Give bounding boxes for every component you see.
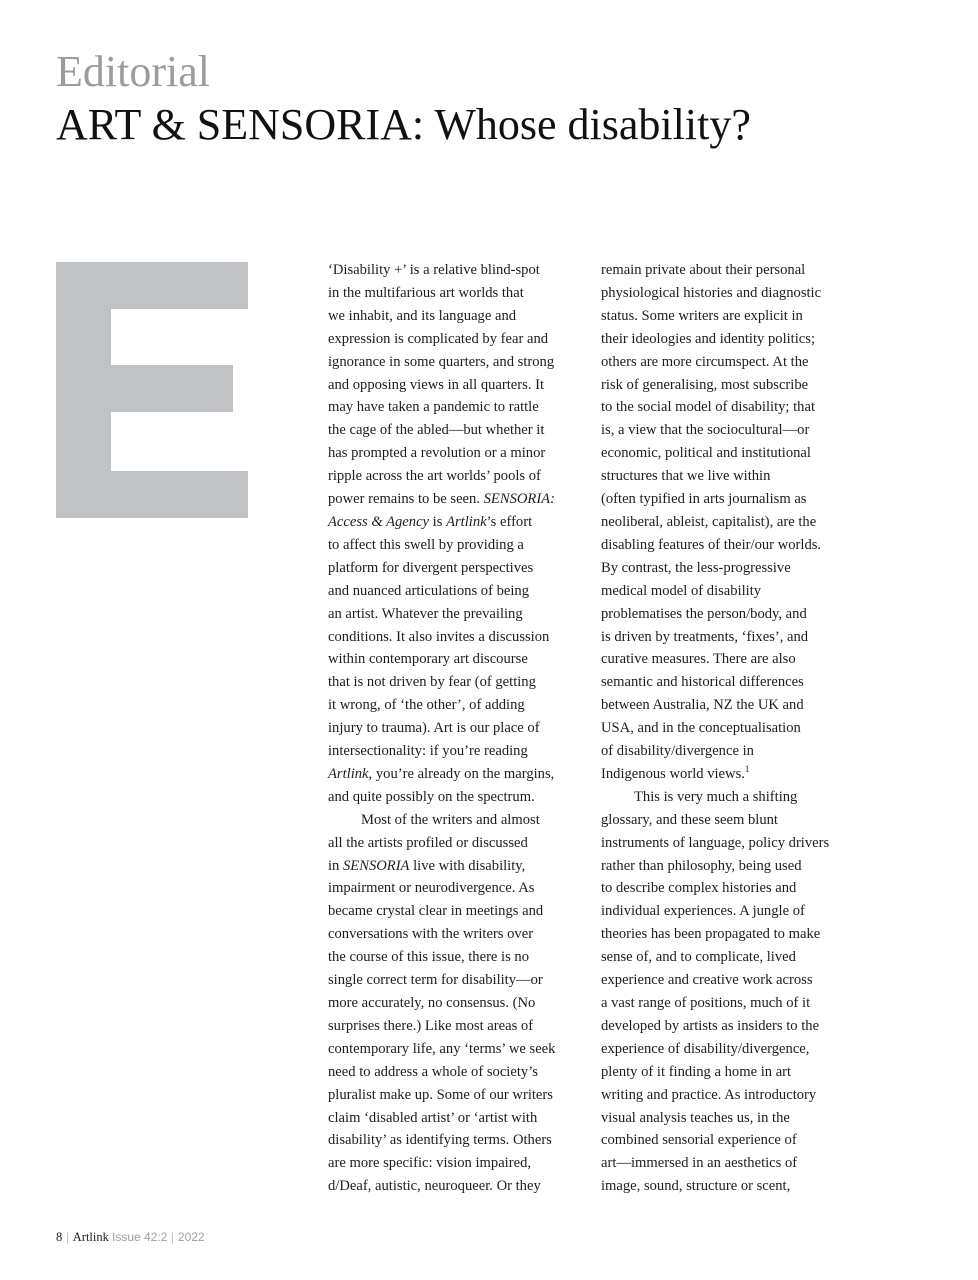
text-line: that is not driven by fear (of getting — [328, 674, 536, 691]
magazine-name-italic: Artlink — [328, 765, 369, 782]
text-line: semantic and historical differences — [601, 674, 804, 691]
section-label: Editorial — [56, 47, 210, 96]
text-line: are more specific: vision impaired, — [328, 1155, 532, 1172]
drop-cap-e — [56, 262, 248, 518]
text-line: economic, political and institutional — [601, 445, 811, 462]
text-run: power remains to be seen. — [328, 491, 484, 508]
text-line: experience and creative work across — [601, 972, 813, 989]
text-line: plenty of it finding a home in art — [601, 1063, 792, 1080]
text-line: medical model of disability — [601, 582, 762, 599]
text-line: risk of generalising, most subscribe — [601, 376, 809, 393]
page-footer — [56, 1230, 205, 1245]
text-run: is — [429, 513, 447, 530]
text-line: within contemporary art discourse — [328, 651, 528, 668]
text-line: a vast range of positions, much of it — [601, 995, 811, 1011]
text-line: disabling features of their/our worlds. — [601, 536, 822, 553]
text-line — [601, 763, 863, 786]
text-line: their ideologies and identity politics; — [601, 330, 816, 347]
text-run: ’s effort — [486, 513, 533, 530]
text-line — [328, 511, 590, 534]
text-line — [328, 488, 590, 511]
publication-title-italic: SENSORIA — [343, 857, 410, 874]
text-line: has prompted a revolution or a minor — [328, 445, 546, 462]
text-line: the cage of the abled—but whether it — [328, 422, 545, 439]
text-line: curative measures. There are also — [601, 651, 796, 668]
text-line: it wrong, of ‘the other’, of adding — [328, 697, 525, 714]
footnote-marker[interactable]: 1 — [744, 764, 750, 775]
text-line: individual experiences. A jungle of — [601, 903, 805, 920]
text-line: contemporary life, any ‘terms’ we seek — [328, 1040, 556, 1057]
text-line: visual analysis teaches us, in the — [601, 1109, 790, 1126]
magazine-name: Artlink — [72, 1230, 109, 1244]
text-line: developed by artists as insiders to the — [601, 1017, 820, 1034]
text-run: Indigenous world views. — [601, 765, 745, 782]
text-line — [328, 763, 590, 786]
text-line: is, a view that the sociocultural—or — [601, 422, 810, 439]
publication-title-italic: SENSORIA: — [483, 491, 555, 508]
text-line: rather than philosophy, being used — [601, 857, 802, 874]
paragraph-start-line: This is very much a shifting — [634, 788, 798, 805]
text-line: ripple across the art worlds’ pools of — [328, 468, 541, 485]
text-line: By contrast, the less-progressive — [601, 559, 791, 576]
text-line: expression is complicated by fear and — [328, 330, 549, 347]
text-line: ignorance in some quarters, and strong — [328, 353, 555, 370]
text-line: and opposing views in all quarters. It — [328, 376, 545, 393]
text-line — [328, 855, 590, 878]
text-line: is driven by treatments, ‘fixes’, and — [601, 628, 809, 645]
text-line: USA, and in the conceptualisation — [601, 720, 801, 737]
text-line: status. Some writers are explicit in — [601, 307, 803, 324]
text-line: theories has been propagated to make — [601, 926, 821, 943]
text-line: to the social model of disability; that — [601, 399, 816, 416]
text-line: remain private about their personal — [601, 262, 806, 278]
footer-divider: | — [171, 1230, 174, 1244]
text-line: need to address a whole of society’s — [328, 1063, 538, 1080]
text-line: experience of disability/divergence, — [601, 1040, 810, 1057]
text-line: surprises there.) Like most areas of — [328, 1017, 534, 1034]
text-line: writing and practice. As introductory — [601, 1086, 817, 1103]
text-line: all the artists profiled or discussed — [328, 834, 528, 851]
text-line: to describe complex histories and — [601, 880, 797, 897]
article-column-1 — [328, 259, 590, 1198]
text-line: ‘Disability +’ is a relative blind-spot — [328, 262, 540, 278]
text-line: pluralist make up. Some of our writers — [328, 1086, 553, 1103]
text-run: live with disability, — [409, 857, 526, 874]
text-line: impairment or neurodivergence. As — [328, 880, 535, 897]
text-line: claim ‘disabled artist’ or ‘artist with — [328, 1109, 538, 1126]
issue-year: 2022 — [177, 1230, 205, 1244]
paragraph-start-line: Most of the writers and almost — [361, 811, 540, 828]
drop-cap-e-glyph — [56, 262, 248, 518]
article-title: ART & SENSORIA: Whose disability? — [56, 100, 751, 149]
text-line: structures that we live within — [601, 468, 771, 485]
text-line: problematises the person/body, and — [601, 605, 807, 622]
text-line: intersectionality: if you’re reading — [328, 743, 528, 760]
text-line: became crystal clear in meetings and — [328, 903, 544, 920]
text-line: platform for divergent perspectives — [328, 559, 534, 576]
issue-label: Issue 42:2 — [112, 1230, 168, 1244]
text-line: conversations with the writers over — [328, 926, 534, 943]
text-line: (often typified in arts journalism as — [601, 491, 807, 508]
text-line: sense of, and to complicate, lived — [601, 949, 796, 966]
text-line: physiological histories and diagnostic — [601, 284, 822, 301]
text-line: art—immersed in an aesthetics of — [601, 1155, 798, 1172]
text-line: and nuanced articulations of being — [328, 582, 529, 599]
text-line: instruments of language, policy drivers — [601, 834, 830, 851]
text-line: disability’ as identifying terms. Others — [328, 1132, 552, 1149]
text-line: glossary, and these seem blunt — [601, 811, 778, 828]
text-line: d/Deaf, autistic, neuroqueer. Or they — [328, 1178, 541, 1195]
footer-divider: | — [66, 1230, 69, 1244]
text-line: injury to trauma). Art is our place of — [328, 720, 540, 737]
magazine-name-italic: Artlink — [446, 513, 487, 530]
text-line: neoliberal, ableist, capitalist), are the — [601, 513, 817, 530]
text-line: others are more circumspect. At the — [601, 353, 809, 370]
page-number: 8 — [56, 1230, 63, 1244]
text-line: of disability/divergence in — [601, 743, 754, 760]
text-line: conditions. It also invites a discussion — [328, 628, 550, 645]
text-run: , you’re already on the margins, — [368, 765, 555, 782]
text-line: we inhabit, and its language and — [328, 307, 517, 324]
text-line: to affect this swell by providing a — [328, 536, 524, 553]
text-line: the course of this issue, there is no — [328, 949, 530, 966]
text-line: image, sound, structure or scent, — [601, 1178, 791, 1195]
text-line: combined sensorial experience of — [601, 1132, 797, 1149]
text-run: in — [328, 857, 343, 874]
text-line: in the multifarious art worlds that — [328, 284, 524, 301]
text-line: may have taken a pandemic to rattle — [328, 399, 539, 416]
publication-title-italic: Access & Agency — [328, 513, 430, 530]
article-column-2 — [601, 259, 863, 1198]
text-line: between Australia, NZ the UK and — [601, 697, 804, 714]
text-line: and quite possibly on the spectrum. — [328, 788, 535, 805]
text-line: more accurately, no consensus. (No — [328, 995, 536, 1011]
text-line: single correct term for disability—or — [328, 972, 543, 989]
text-line: an artist. Whatever the prevailing — [328, 605, 523, 622]
